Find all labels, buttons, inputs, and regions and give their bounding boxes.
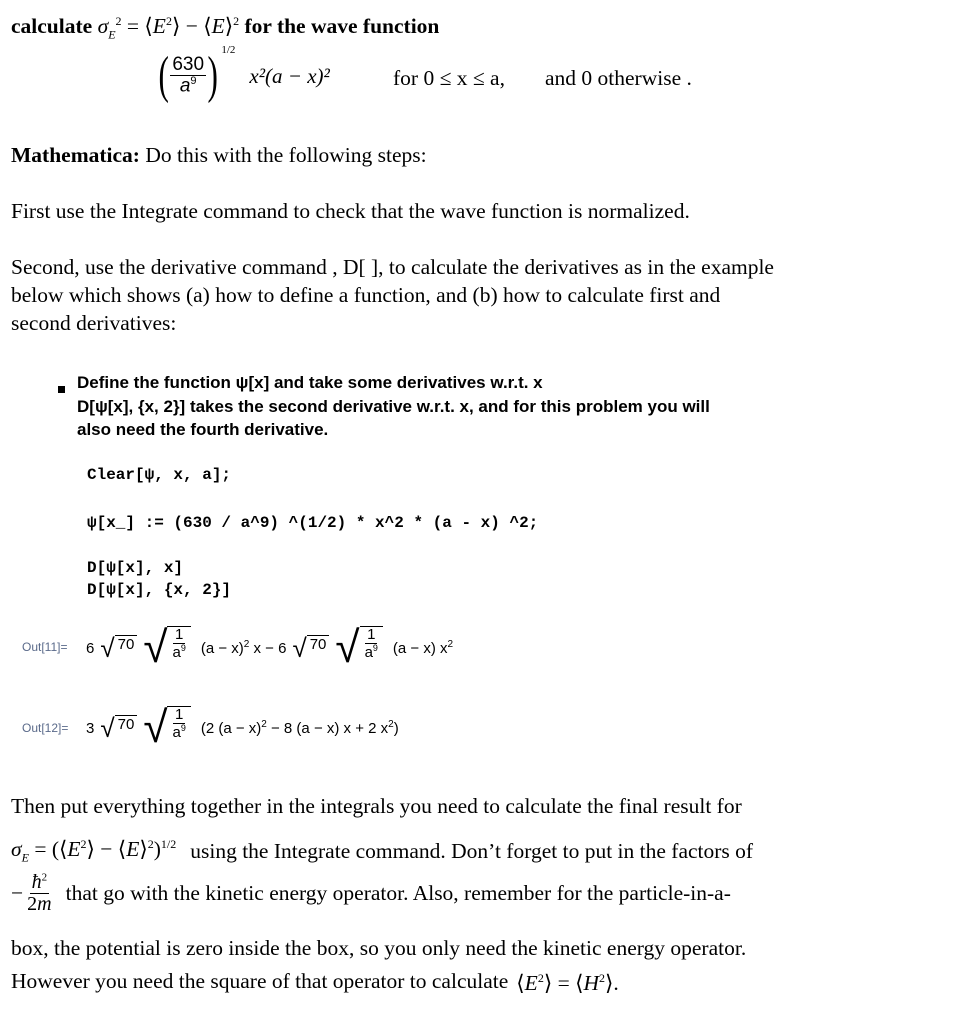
step2-line3: second derivatives: (11, 311, 177, 335)
wavefunction-otherwise: and 0 otherwise . (545, 66, 692, 90)
calc-word: calculate (11, 14, 93, 39)
step2-line1: Second, use the derivative command , D[ ], to calculate the derivatives as in the example (11, 255, 774, 279)
formula-tail: for the wave function (244, 14, 440, 39)
final-line1: Then put everything together in the integrals you need to calculate the final result for (11, 794, 742, 818)
variance-formula: $\sigma_E^2$ = $⟨E^2⟩$ − ⟨E⟩$^2$ (97, 14, 240, 42)
bullet-marker (58, 380, 65, 398)
out11-label: Out[11]= (22, 640, 68, 654)
paren-left: ( (158, 47, 169, 104)
mathematica-label: Mathematica: (11, 143, 140, 167)
coefficient-fraction (170, 55, 206, 96)
step1-text: First use the Integrate command to check that the wave function is normalized. (11, 199, 690, 223)
bullet-line1: Define the function ψ[x] and take some derivatives w.r.t. x (77, 373, 543, 392)
code-clear[interactable]: Clear[ψ, x, a]; (87, 466, 232, 484)
mathematica-line (11, 141, 427, 169)
header-line (11, 7, 439, 48)
code-define-psi[interactable]: ψ[x_] := (630 / a^9) ^(1/2) * x^2 * (a - x) ^2; (87, 514, 539, 532)
final-line5 (11, 964, 619, 997)
step2-line2: below which shows (a) how to define a function, and (b) how to calculate first and (11, 283, 721, 307)
kinetic-factor: − $\frac{ħ^2}{2m}$ (11, 871, 52, 915)
final-line4: box, the potential is zero inside the box, so you only need the kinetic energy operator. (11, 936, 747, 960)
out12-label: Out[12]= (22, 721, 69, 735)
energy-hamiltonian-formula: $⟨E^2⟩$ = $⟨H^2⟩$. (516, 971, 619, 996)
final-line3 (11, 872, 731, 915)
wavefunction-domain: for 0 ≤ x ≤ a, (393, 66, 505, 90)
bullet-line3: also need the fourth derivative. (77, 420, 329, 439)
final-line2 (11, 824, 753, 877)
mathematica-text: Do this with the following steps: (145, 143, 427, 167)
out12-expression: 3 √ 70 √ $\frac{1}{a^9}$ (2 $(a - x)^2 - 8$ (a − x) x + 2 $x^2$) (86, 703, 399, 752)
wavefunction-body: x²(a − x)² (249, 63, 330, 88)
out11-expression: 6 √ 70 √ $\frac{1}{a^9}$ $(a - x)^2$ x − 6 √ 70 √ $\frac{1}{a^9}$ (a − x) $x^2$ (86, 623, 454, 672)
coef-den-exp: 9 (190, 75, 197, 88)
final-line2-text: using the Integrate command. Don’t forget to put in the factors of (190, 838, 754, 863)
wavefunction-expression (155, 46, 330, 106)
sigma-formula: $\sigma_E$ = ($⟨E^2⟩$ − ⟨E⟩$^2$)$^{1/2}$ (11, 837, 177, 865)
paren-right: ) (207, 47, 218, 104)
final-line3-text: that go with the kinetic energy operator. Also, remember for the particle-in-a- (65, 881, 731, 905)
bullet-line2: D[ψ[x], {x, 2}] takes the second derivative w.r.t. x, and for this problem you will (77, 397, 710, 416)
code-first-derivative[interactable]: D[ψ[x], x] (87, 559, 184, 577)
coef-power: 1/2 (221, 44, 236, 56)
code-second-derivative[interactable]: D[ψ[x], {x, 2}] (87, 581, 232, 599)
coef-numerator: 630 (172, 54, 205, 76)
final-line5-text: However you need the square of that operator to calculate (11, 968, 509, 993)
coef-denominator: a (179, 75, 191, 97)
